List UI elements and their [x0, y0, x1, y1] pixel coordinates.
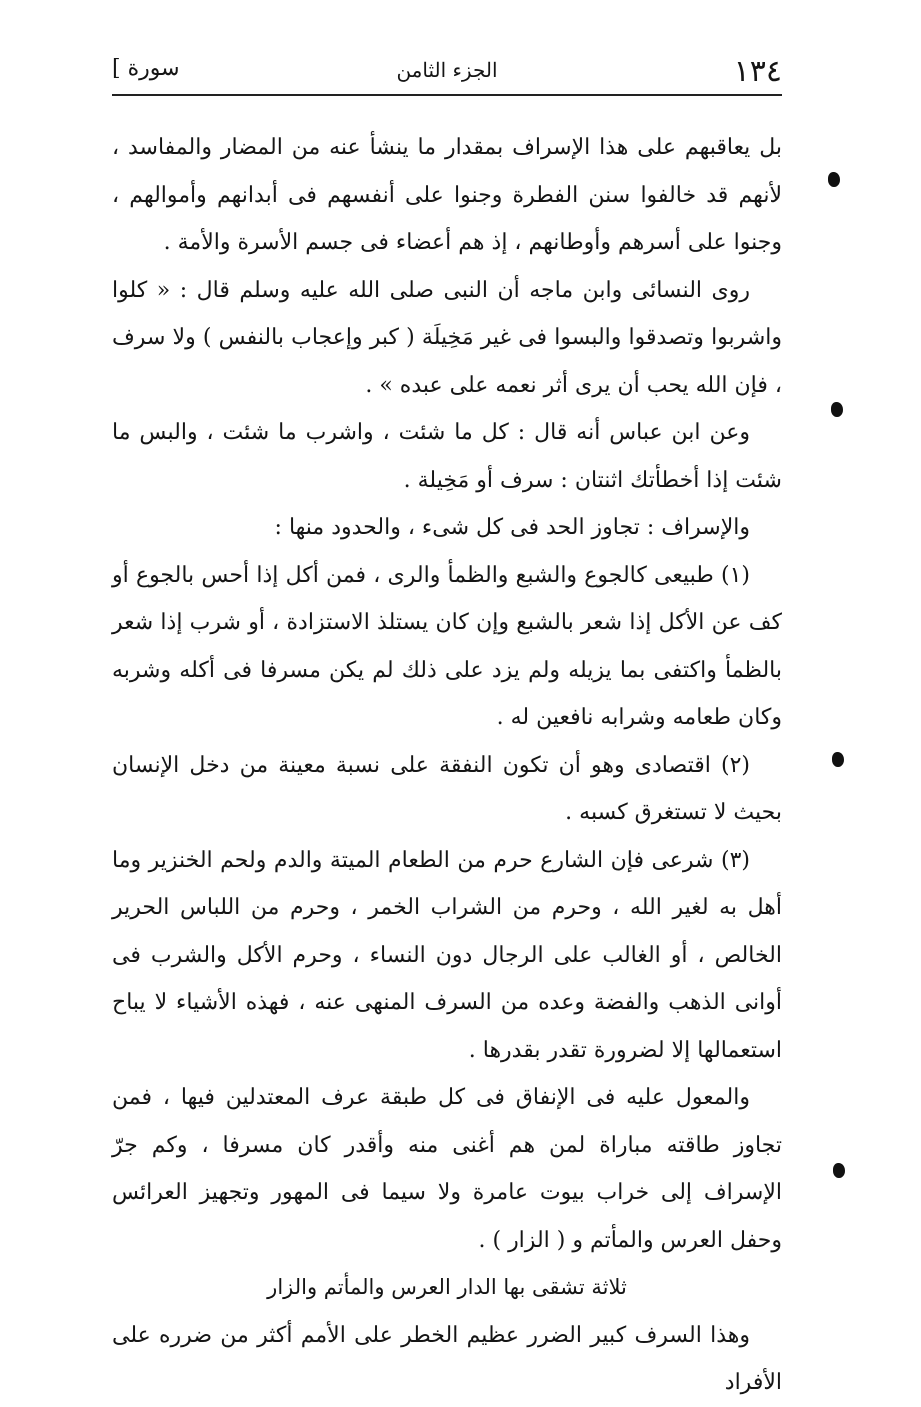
paragraph: (٣) شرعى فإن الشارع حرم من الطعام الميتة والدم ولحم الخنزير وما أهل به لغير الله ، وحرم من الشراب الخمر ، وحرم من اللباس الحرير الخالص ، أو الغالب على الرجال دون النساء ، وحرم الأكل والشرب فى أوانى الذهب والفضة وعده من السرف المنهى عنه ، فهذه الأشياء لا يباح استعمالها إلا لضرورة تقدر بقدرها .	[112, 847, 782, 1063]
ink-blot	[832, 752, 844, 767]
paragraph: (٢) اقتصادى وهو أن تكون النفقة على نسبة معينة من دخل الإنسان بحيث لا تستغرق كسبه .	[112, 752, 782, 825]
paragraph: بل يعاقبهم على هذا الإسراف بمقدار ما ينشأ عنه من المضار والمفاسد ، لأنهم قد خالفوا سنن الفطرة وجنوا على أنفسهم فى أبدانهم وأموالهم ، وجنوا على أسرهم وأوطانهم ، إذ هم أعضاء فى جسم الأسرة والأمة .	[112, 135, 782, 255]
body-text	[112, 124, 782, 1407]
ink-blot	[833, 1163, 845, 1178]
header-rule	[112, 94, 782, 96]
section-title: الجزء الثامن	[396, 58, 498, 82]
ink-blot	[828, 172, 840, 187]
page-number: ١٣٤	[733, 54, 782, 89]
paragraph: روى النسائى وابن ماجه أن النبى صلى الله عليه وسلم قال : « كلوا واشربوا وتصدقوا والبسوا فى غير مَخِيلَة ( كبر وإعجاب بالنفس ) ولا سرف ، فإن الله يحب أن يرى أثر نعمه على عبده » .	[112, 277, 782, 398]
ink-blot	[831, 402, 843, 417]
poetry-verse: ثلاثة تشقى بها الدار العرس والمأتم والزار	[267, 1275, 627, 1299]
page-header	[112, 50, 782, 94]
final-paragraph: وهذا السرف كبير الضرر عظيم الخطر على الأمم أكثر من ضرره على الأفراد	[112, 1322, 782, 1395]
paragraph: (١) طبيعى كالجوع والشبع والظمأ والرى ، فمن أكل إذا أحس بالجوع أو كف عن الأكل إذا شعر بالشبع وإن كان يستلذ الاستزادة ، أو شرب إذا شعر بالظمأ واكتفى بما يزيله ولم يزد على ذلك لم يكن مسرفا فى أكله وشربه وكان طعامه وشرابه نافعين له .	[112, 562, 782, 730]
surah-label: [ سورة	[112, 56, 180, 81]
paragraph: وعن ابن عباس أنه قال : كل ما شئت ، واشرب ما شئت ، والبس ما شئت إذا أخطأتك اثنتان : سرف أو مَخِيلة .	[112, 420, 782, 493]
paragraph: والإسراف : تجاوز الحد فى كل شىء ، والحدود منها :	[274, 515, 750, 540]
paragraph: والمعول عليه فى الإنفاق فى كل طبقة عرف المعتدلين فيها ، فمن تجاوز طاقته مباراة لمن هم أغنى منه وأقدر كان مسرفا ، وكم جرّ الإسراف إلى خراب بيوت عامرة ولا سيما فى المهور وتجهيز العرائس وحفل العرس والمأتم و ( الزار ) .	[112, 1085, 782, 1253]
